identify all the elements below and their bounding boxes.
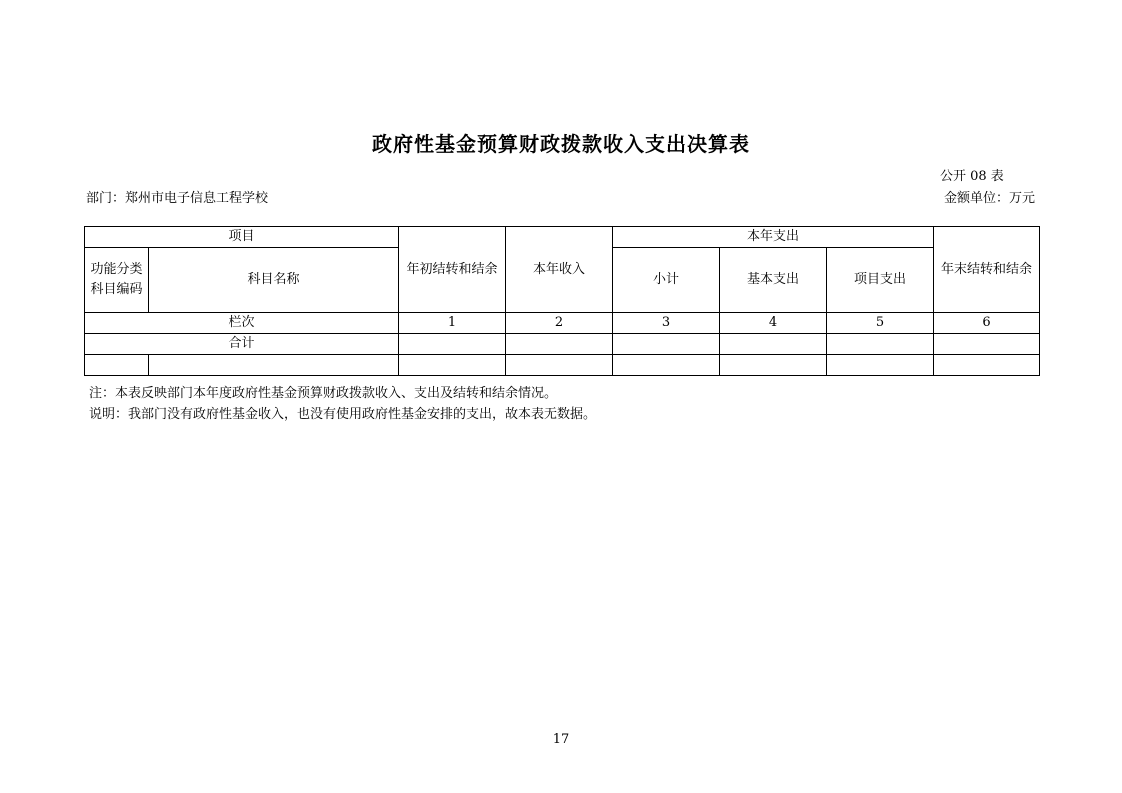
table-cell bbox=[934, 334, 1040, 355]
column-number: 4 bbox=[720, 313, 827, 334]
column-number: 2 bbox=[506, 313, 613, 334]
page-number: 17 bbox=[552, 732, 570, 747]
table-cell bbox=[506, 355, 613, 376]
total-row bbox=[85, 334, 1040, 355]
budget-table bbox=[84, 226, 1040, 376]
header-opening-balance: 年初结转和结余 bbox=[399, 227, 506, 313]
column-number: 3 bbox=[613, 313, 720, 334]
table-cell bbox=[827, 355, 934, 376]
explanation-line: 说明：我部门没有政府性基金收入，也没有使用政府性基金安排的支出，故本表无数据。 bbox=[89, 407, 597, 422]
header-subtotal: 小计 bbox=[613, 248, 720, 313]
table-row bbox=[85, 355, 1040, 376]
amount-unit-label: 金额单位：万元 bbox=[944, 191, 1036, 206]
table-cell bbox=[399, 334, 506, 355]
table-cell bbox=[613, 334, 720, 355]
table-cell bbox=[720, 355, 827, 376]
table-cell bbox=[720, 334, 827, 355]
note-line: 注：本表反映部门本年度政府性基金预算财政拨款收入、支出及结转和结余情况。 bbox=[89, 386, 558, 401]
column-number: 6 bbox=[934, 313, 1040, 334]
header-subject-name: 科目名称 bbox=[149, 248, 399, 313]
column-number: 5 bbox=[827, 313, 934, 334]
column-number-label: 栏次 bbox=[85, 313, 399, 334]
table-cell bbox=[399, 355, 506, 376]
table-cell bbox=[85, 355, 149, 376]
page-title: 政府性基金预算财政拨款收入支出决算表 bbox=[372, 132, 750, 156]
header-project: 项目 bbox=[85, 227, 399, 248]
total-label: 合计 bbox=[85, 334, 399, 355]
column-number: 1 bbox=[399, 313, 506, 334]
table-cell bbox=[827, 334, 934, 355]
table-cell bbox=[149, 355, 399, 376]
header-basic-expense: 基本支出 bbox=[720, 248, 827, 313]
table-cell bbox=[934, 355, 1040, 376]
header-closing-balance: 年末结转和结余 bbox=[934, 227, 1040, 313]
department-label: 部门：郑州市电子信息工程学校 bbox=[86, 191, 269, 206]
form-number: 公开 08 表 bbox=[940, 169, 1004, 184]
header-current-expense: 本年支出 bbox=[613, 227, 934, 248]
header-current-income: 本年收入 bbox=[506, 227, 613, 313]
column-number-row bbox=[85, 313, 1040, 334]
table-cell bbox=[613, 355, 720, 376]
header-func-code: 功能分类科目编码 bbox=[85, 248, 149, 313]
notes bbox=[89, 383, 596, 425]
header-project-expense: 项目支出 bbox=[827, 248, 934, 313]
table-header-row bbox=[85, 227, 1040, 248]
table-cell bbox=[506, 334, 613, 355]
